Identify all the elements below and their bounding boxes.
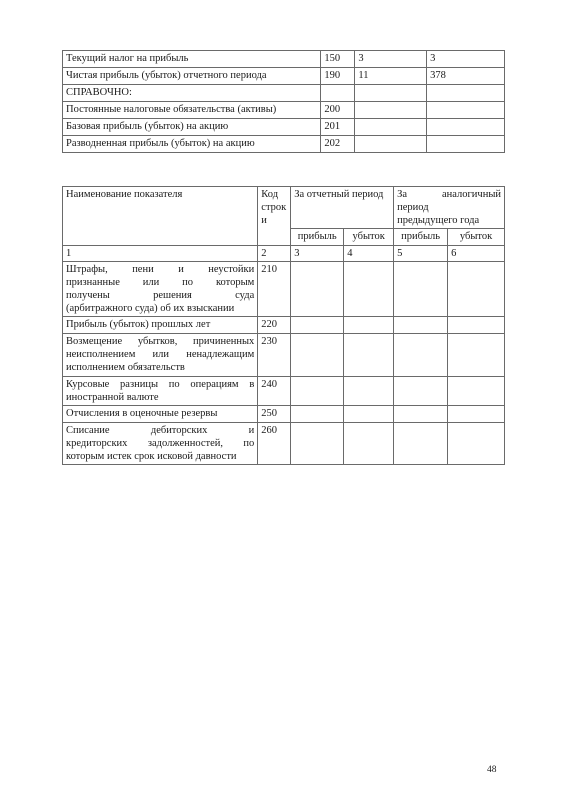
- current-period-cell: [355, 102, 427, 119]
- current-profit-cell: [291, 376, 344, 405]
- indicator-name-line: (арбитражного суда) об их взыскании: [66, 303, 235, 314]
- income-statement-table: [62, 50, 505, 153]
- indicator-name-line: кредиторских задолженностей, по: [66, 437, 255, 449]
- indicator-name-line: Штрафы, пени и неустойки: [66, 263, 255, 275]
- header-indicator-name: Наименование показателя: [63, 187, 258, 246]
- column-number: 6: [448, 245, 505, 261]
- indicator-name-line: Списание дебиторских и: [66, 424, 255, 436]
- indicator-name-cell: Постоянные налоговые обязательства (активы): [63, 102, 321, 119]
- current-profit-cell: [291, 405, 344, 422]
- code-cell: 260: [258, 422, 291, 464]
- current-loss-cell: [344, 317, 394, 334]
- previous-profit-cell: [394, 422, 448, 464]
- table-row: [63, 317, 505, 334]
- header-code: Код строк и: [258, 187, 291, 246]
- column-number: 2: [258, 245, 291, 261]
- previous-period-cell: 378: [427, 68, 505, 85]
- column-number: 1: [63, 245, 258, 261]
- column-number: 5: [394, 245, 448, 261]
- indicator-name-line: Возмещение убытков, причиненных: [66, 336, 255, 348]
- indicator-name-cell: [63, 334, 258, 376]
- current-loss-cell: [344, 405, 394, 422]
- code-cell: 150: [321, 51, 355, 68]
- indicator-name-line: Курсовые разницы по операциям в: [66, 378, 255, 390]
- indicator-name-line: Прибыль (убыток) прошлых лет: [66, 319, 211, 331]
- current-period-cell: 3: [355, 51, 427, 68]
- table-row: [63, 376, 505, 405]
- indicator-name-line: получены решения суда: [66, 289, 255, 301]
- code-cell: 240: [258, 376, 291, 405]
- current-loss-cell: [344, 422, 394, 464]
- previous-loss-cell: [448, 376, 505, 405]
- code-cell: [321, 85, 355, 102]
- column-number: 3: [291, 245, 344, 261]
- current-profit-cell: [291, 334, 344, 376]
- current-loss-cell: [344, 376, 394, 405]
- indicator-name-cell: [63, 376, 258, 405]
- indicator-name-line: признанные или по которым: [66, 276, 255, 288]
- other-income-expense-table: [62, 186, 505, 465]
- indicator-name-line: неисполнением или ненадлежащим: [66, 349, 255, 361]
- indicator-name-line: иностранной валюте: [66, 391, 159, 403]
- table-row: [63, 261, 505, 317]
- previous-period-cell: [427, 102, 505, 119]
- current-profit-cell: [291, 261, 344, 317]
- table-row: [63, 85, 505, 102]
- code-cell: 200: [321, 102, 355, 119]
- previous-loss-cell: [448, 317, 505, 334]
- column-numbering-row: [63, 245, 505, 261]
- previous-profit-cell: [394, 334, 448, 376]
- code-cell: 230: [258, 334, 291, 376]
- current-period-cell: [355, 85, 427, 102]
- indicator-name-cell: Базовая прибыль (убыток) на акцию: [63, 119, 321, 136]
- subheader-loss-previous: убыток: [448, 229, 505, 245]
- header-previous-period: За аналогичный период предыдущего года: [394, 187, 505, 229]
- indicator-name-cell: Чистая прибыль (убыток) отчетного периода: [63, 68, 321, 85]
- subheader-profit: прибыль: [291, 229, 344, 245]
- header-row: [63, 187, 505, 229]
- code-cell: 202: [321, 136, 355, 153]
- previous-profit-cell: [394, 405, 448, 422]
- previous-period-cell: [427, 85, 505, 102]
- current-period-cell: [355, 136, 427, 153]
- indicator-name-line: Отчисления в оценочные резервы: [66, 407, 218, 419]
- code-cell: 190: [321, 68, 355, 85]
- previous-profit-cell: [394, 261, 448, 317]
- code-cell: 220: [258, 317, 291, 334]
- indicator-name-cell: СПРАВОЧНО:: [63, 85, 321, 102]
- previous-loss-cell: [448, 405, 505, 422]
- indicator-name-line: которым истек срок исковой давности: [66, 451, 237, 462]
- table-row: [63, 405, 505, 422]
- previous-loss-cell: [448, 334, 505, 376]
- column-number: 4: [344, 245, 394, 261]
- indicator-name-cell: Разводненная прибыль (убыток) на акцию: [63, 136, 321, 153]
- indicator-name-cell: [63, 317, 258, 334]
- previous-loss-cell: [448, 422, 505, 464]
- indicator-name-cell: [63, 261, 258, 317]
- previous-period-cell: 3: [427, 51, 505, 68]
- table-row: [63, 102, 505, 119]
- table-row: [63, 136, 505, 153]
- current-period-cell: 11: [355, 68, 427, 85]
- table-row: [63, 422, 505, 464]
- current-loss-cell: [344, 334, 394, 376]
- current-loss-cell: [344, 261, 394, 317]
- table-row: [63, 119, 505, 136]
- header-current-period: За отчетный период: [291, 187, 394, 229]
- code-cell: 210: [258, 261, 291, 317]
- code-cell: 250: [258, 405, 291, 422]
- indicator-name-line: исполнением обязательств: [66, 362, 185, 374]
- previous-period-cell: [427, 136, 505, 153]
- previous-profit-cell: [394, 376, 448, 405]
- page-number: 48: [487, 765, 497, 775]
- code-cell: 201: [321, 119, 355, 136]
- indicator-name-cell: Текущий налог на прибыль: [63, 51, 321, 68]
- previous-profit-cell: [394, 317, 448, 334]
- previous-loss-cell: [448, 261, 505, 317]
- subheader-profit-previous: прибыль: [394, 229, 448, 245]
- indicator-name-cell: [63, 405, 258, 422]
- indicator-name-cell: [63, 422, 258, 464]
- current-profit-cell: [291, 317, 344, 334]
- table-row: [63, 68, 505, 85]
- table-row: [63, 334, 505, 376]
- subheader-loss: убыток: [344, 229, 394, 245]
- previous-period-cell: [427, 119, 505, 136]
- current-profit-cell: [291, 422, 344, 464]
- current-period-cell: [355, 119, 427, 136]
- table-row: [63, 51, 505, 68]
